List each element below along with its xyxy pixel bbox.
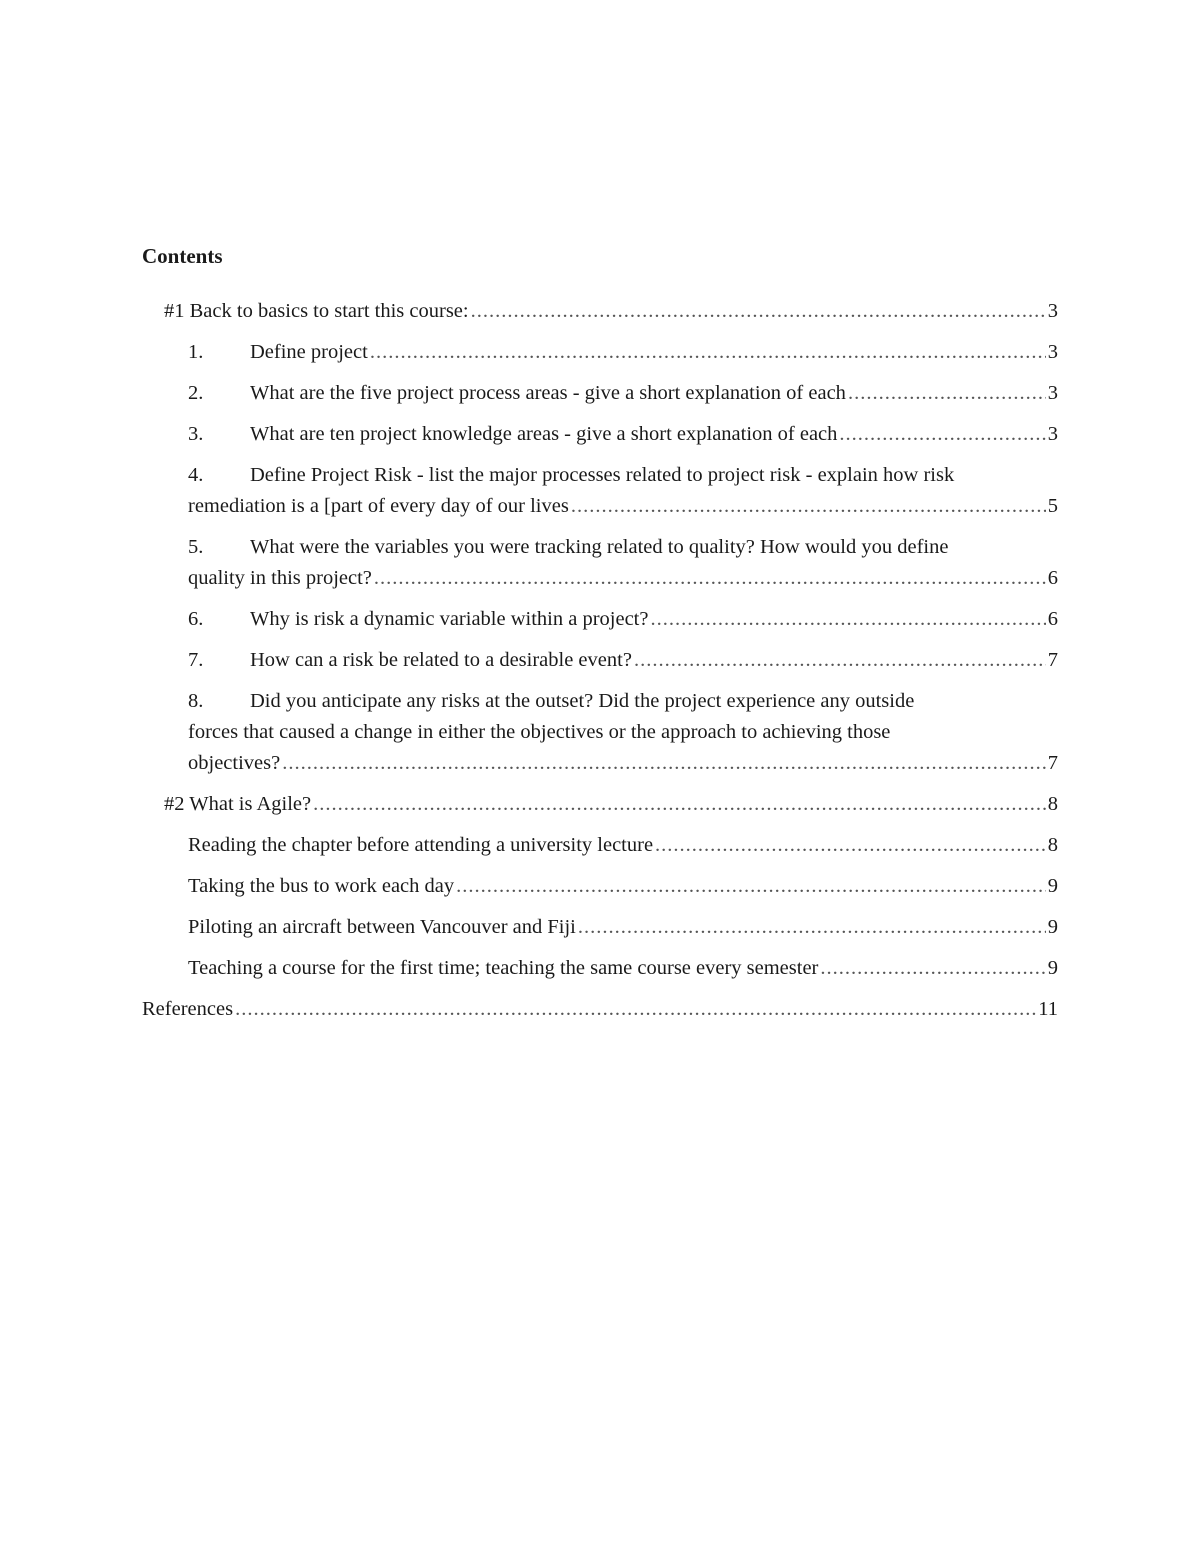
dot-leader	[634, 645, 1046, 676]
dot-leader	[655, 830, 1046, 861]
dot-leader	[571, 491, 1046, 522]
toc-entry-number: 7.	[188, 649, 204, 671]
toc-entry-title: #1 Back to basics to start this course:	[164, 300, 469, 322]
toc-entry-title: References	[142, 998, 234, 1020]
toc-page-number: 3	[1047, 382, 1058, 404]
toc-page-number: 7	[1047, 649, 1058, 671]
toc-entry-title: Piloting an aircraft between Vancouver and Fiji	[188, 916, 576, 938]
toc-entry-question-8[interactable]	[142, 686, 1058, 779]
toc-entry-title-line: What were the variables you were tracking related to quality? How would you define	[250, 536, 949, 558]
toc-entry-number: 6.	[188, 608, 204, 630]
toc-entry-title: quality in this project?	[188, 567, 372, 589]
toc-entry-number: 8.	[188, 690, 204, 712]
toc-page-number: 11	[1038, 998, 1058, 1020]
toc-entry-title-line: Define Project Risk - list the major processes related to project risk - explain how risk	[250, 464, 955, 486]
toc-entry-number: 4.	[188, 464, 204, 486]
toc-entry-question-1[interactable]	[142, 337, 1058, 368]
toc-entry-title: Define project	[250, 341, 368, 363]
toc-page-number: 5	[1047, 495, 1058, 517]
toc-entry-title: objectives?	[188, 752, 281, 774]
dot-leader	[370, 337, 1046, 368]
toc-entry-question-6[interactable]	[142, 604, 1058, 635]
toc-page-number: 8	[1047, 834, 1058, 856]
toc-entry-references[interactable]	[142, 994, 1058, 1025]
dot-leader	[820, 953, 1045, 984]
toc-entry-number: 5.	[188, 536, 204, 558]
dot-leader	[848, 378, 1046, 409]
toc-page-number: 9	[1047, 957, 1058, 979]
toc-entry-subsection[interactable]	[142, 912, 1058, 943]
toc-entry-subsection[interactable]	[142, 953, 1058, 984]
toc-entry-title-line: forces that caused a change in either the objectives or the approach to achieving those	[188, 721, 891, 743]
toc-page-number: 9	[1047, 916, 1058, 938]
toc-page-number: 7	[1047, 752, 1058, 774]
toc-heading: Contents	[142, 244, 223, 268]
toc-entry-title-line: Did you anticipate any risks at the outset? Did the project experience any outside	[250, 690, 915, 712]
toc-page-number: 6	[1047, 567, 1058, 589]
toc-page-number: 3	[1047, 341, 1058, 363]
toc-entry-question-3[interactable]	[142, 419, 1058, 450]
toc-entry-question-4[interactable]	[142, 460, 1058, 522]
toc-entry-question-2[interactable]	[142, 378, 1058, 409]
toc-entry-question-5[interactable]	[142, 532, 1058, 594]
dot-leader	[456, 871, 1046, 902]
toc-page-number: 9	[1047, 875, 1058, 897]
dot-leader	[839, 419, 1045, 450]
toc-entry-title: Taking the bus to work each day	[188, 875, 455, 897]
toc-entry-subsection[interactable]	[142, 830, 1058, 861]
toc-page-number: 3	[1047, 300, 1058, 322]
toc-entry-section-2[interactable]	[142, 789, 1058, 820]
toc-entry-title: What are ten project knowledge areas - give a short explanation of each	[250, 423, 838, 445]
toc-entry-title: How can a risk be related to a desirable event?	[250, 649, 632, 671]
dot-leader	[471, 296, 1046, 327]
toc-entry-title: Reading the chapter before attending a university lecture	[188, 834, 654, 856]
toc-entry-number: 3.	[188, 423, 204, 445]
toc-entry-number: 2.	[188, 382, 204, 404]
toc-entry-subsection[interactable]	[142, 871, 1058, 902]
toc-page-number: 6	[1047, 608, 1058, 630]
toc-page-number: 8	[1047, 793, 1058, 815]
dot-leader	[650, 604, 1045, 635]
toc-page-number: 3	[1047, 423, 1058, 445]
table-of-contents	[142, 296, 1058, 1035]
dot-leader	[282, 748, 1046, 779]
dot-leader	[578, 912, 1046, 943]
dot-leader	[235, 994, 1036, 1025]
dot-leader	[313, 789, 1046, 820]
dot-leader	[374, 563, 1046, 594]
toc-entry-question-7[interactable]	[142, 645, 1058, 676]
toc-entry-section-1[interactable]	[142, 296, 1058, 327]
toc-entry-title: remediation is a [part of every day of our lives	[188, 495, 569, 517]
toc-entry-number: 1.	[188, 341, 204, 363]
toc-entry-title: Why is risk a dynamic variable within a project?	[250, 608, 649, 630]
toc-entry-title: What are the five project process areas - give a short explanation of each	[250, 382, 846, 404]
toc-entry-title: Teaching a course for the first time; teaching the same course every semester	[188, 957, 819, 979]
toc-entry-title: #2 What is Agile?	[164, 793, 312, 815]
